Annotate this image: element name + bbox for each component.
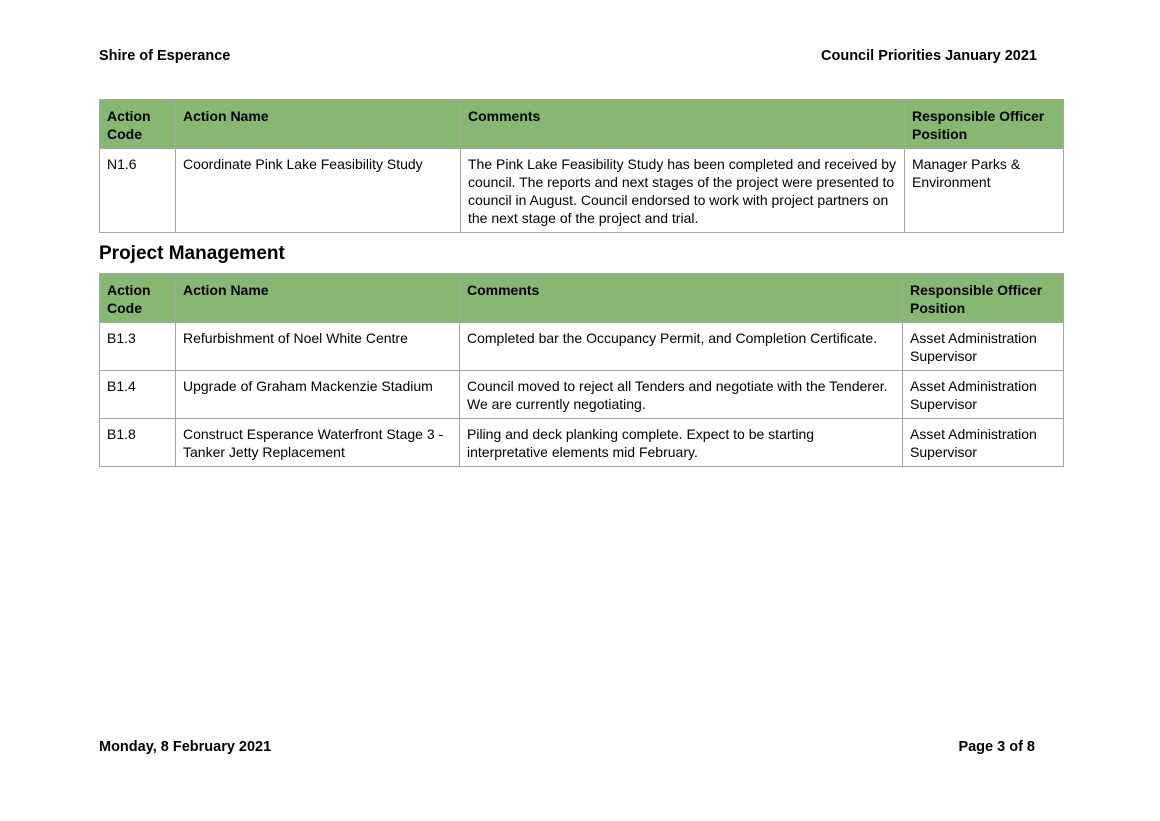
table-header-row bbox=[100, 100, 1064, 149]
column-header-action-code: Action Code bbox=[100, 100, 176, 149]
project-management-table bbox=[99, 273, 1064, 467]
table-row bbox=[100, 419, 1064, 467]
section-heading-project-management: Project Management bbox=[99, 243, 285, 264]
column-header-action-code: Action Code bbox=[100, 274, 176, 323]
column-header-responsible-officer: Responsible Officer Position bbox=[905, 100, 1064, 149]
cell-comments: Completed bar the Occupancy Permit, and Completion Certificate. bbox=[460, 323, 903, 371]
cell-comments: Council moved to reject all Tenders and negotiate with the Tenderer. We are currently negotiating. bbox=[460, 371, 903, 419]
table-row bbox=[100, 149, 1064, 233]
document-header-title: Council Priorities January 2021 bbox=[821, 48, 1037, 64]
table-header-row bbox=[100, 274, 1064, 323]
column-header-action-name: Action Name bbox=[176, 100, 461, 149]
cell-action-name: Construct Esperance Waterfront Stage 3 - Tanker Jetty Replacement bbox=[176, 419, 460, 467]
cell-action-name: Upgrade of Graham Mackenzie Stadium bbox=[176, 371, 460, 419]
cell-action-code: B1.4 bbox=[100, 371, 176, 419]
cell-action-name: Coordinate Pink Lake Feasibility Study bbox=[176, 149, 461, 233]
column-header-comments: Comments bbox=[460, 274, 903, 323]
column-header-action-name: Action Name bbox=[176, 274, 460, 323]
table-row bbox=[100, 323, 1064, 371]
priorities-table bbox=[99, 99, 1064, 233]
cell-responsible-officer: Asset Administration Supervisor bbox=[903, 371, 1064, 419]
document-header-org: Shire of Esperance bbox=[99, 48, 231, 64]
table-row bbox=[100, 371, 1064, 419]
cell-responsible-officer: Asset Administration Supervisor bbox=[903, 419, 1064, 467]
column-header-comments: Comments bbox=[461, 100, 905, 149]
cell-responsible-officer: Manager Parks & Environment bbox=[905, 149, 1064, 233]
footer-page-number: Page 3 of 8 bbox=[958, 739, 1035, 755]
cell-action-name: Refurbishment of Noel White Centre bbox=[176, 323, 460, 371]
cell-action-code: B1.8 bbox=[100, 419, 176, 467]
cell-action-code: B1.3 bbox=[100, 323, 176, 371]
cell-responsible-officer: Asset Administration Supervisor bbox=[903, 323, 1064, 371]
cell-comments: The Pink Lake Feasibility Study has been completed and received by council. The reports and next stages of the project were presented to council in August. Council endorsed to work with project partners on the next stage of the project and trial. bbox=[461, 149, 905, 233]
cell-comments: Piling and deck planking complete. Expect to be starting interpretative elements mid February. bbox=[460, 419, 903, 467]
cell-action-code: N1.6 bbox=[100, 149, 176, 233]
footer-date: Monday, 8 February 2021 bbox=[99, 739, 272, 755]
column-header-responsible-officer: Responsible Officer Position bbox=[903, 274, 1064, 323]
